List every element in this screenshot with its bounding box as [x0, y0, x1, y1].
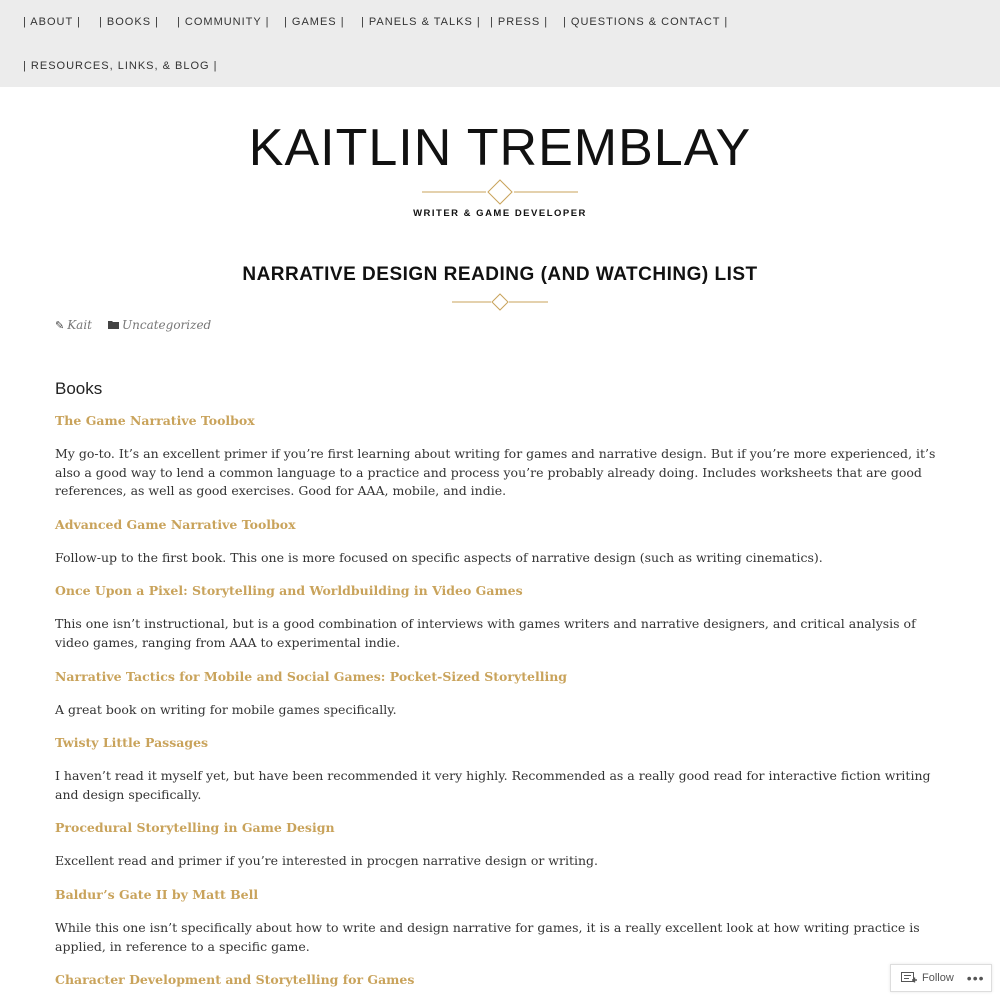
- book-description: I haven’t read it myself yet, but have been recommended it very highly. Recommended as a really good read for interactive fiction writing and design specifically.: [55, 768, 931, 802]
- top-navigation: [0, 0, 1000, 87]
- book-description: Excellent read and primer if you’re interested in procgen narrative design or writing.: [55, 853, 599, 869]
- nav-item-about[interactable]: | ABOUT |: [23, 16, 81, 28]
- post-title: NARRATIVE DESIGN READING (AND WATCHING) LIST: [242, 264, 758, 285]
- more-options-icon[interactable]: •••: [966, 970, 985, 986]
- book-description: My go-to. It’s an excellent primer if you’re first learning about writing for games and narrative design. But if you’re more experienced, it’s also a good way to lend a common language to a practice and process you’re probably already doing. Includes worksheets that are good references, as well as good exercises. Good for AAA, mobile, and indie.: [55, 446, 936, 499]
- book-link[interactable]: Procedural Storytelling in Game Design: [55, 820, 335, 836]
- book-link[interactable]: Narrative Tactics for Mobile and Social Games: Pocket-Sized Storytelling: [55, 668, 568, 684]
- book-link[interactable]: Advanced Game Narrative Toolbox: [55, 516, 296, 532]
- nav-item-panels-talks[interactable]: | PANELS & TALKS |: [361, 16, 481, 28]
- post-meta: [55, 318, 211, 332]
- post-author-link[interactable]: Kait: [67, 318, 92, 332]
- site-header: [0, 118, 1000, 219]
- book-description: A great book on writing for mobile games specifically.: [55, 701, 397, 717]
- section-heading-books: Books: [55, 379, 103, 398]
- follow-widget: [890, 964, 992, 992]
- post-category-link[interactable]: Uncategorized: [122, 318, 212, 332]
- folder-icon: [108, 319, 119, 332]
- book-link[interactable]: Character Development and Storytelling for Games: [55, 972, 415, 988]
- follow-label: Follow: [922, 972, 954, 984]
- nav-item-games[interactable]: | GAMES |: [284, 16, 345, 28]
- site-tagline: WRITER & GAME DEVELOPER: [413, 208, 587, 219]
- book-description: This one isn’t instructional, but is a good combination of interviews with games writers and narrative designers, and critical analysis of video games, ranging from AAA to experimental indie.: [55, 616, 916, 650]
- book-link[interactable]: Baldur’s Gate II by Matt Bell: [55, 886, 259, 902]
- book-link[interactable]: The Game Narrative Toolbox: [55, 413, 255, 428]
- nav-item-community[interactable]: | COMMUNITY |: [177, 16, 270, 28]
- book-description: Follow-up to the first book. This one is more focused on specific aspects of narrative design (such as writing cinematics).: [55, 549, 823, 565]
- pencil-icon: ✎: [55, 318, 65, 332]
- nav-item-books[interactable]: | BOOKS |: [99, 16, 159, 28]
- nav-item-questions-contact[interactable]: | QUESTIONS & CONTACT |: [563, 16, 729, 28]
- nav-item-press[interactable]: | PRESS |: [490, 16, 549, 28]
- follow-reader-icon: [901, 972, 917, 984]
- nav-item-resources-links-blog[interactable]: | RESOURCES, LINKS, & BLOG |: [23, 60, 218, 72]
- diamond-ornament-icon: [450, 293, 550, 311]
- book-description: While this one isn’t specifically about how to write and design narrative for games, it is a really excellent look at how writing practice is applied, in reference to a specific game.: [55, 919, 920, 954]
- book-link[interactable]: Once Upon a Pixel: Storytelling and Worldbuilding in Video Games: [55, 583, 523, 599]
- post-content: [55, 378, 945, 1000]
- site-title[interactable]: KAITLIN TREMBLAY: [248, 119, 752, 177]
- diamond-ornament-icon: [420, 178, 580, 206]
- book-link[interactable]: Twisty Little Passages: [55, 735, 209, 751]
- follow-button[interactable]: [901, 972, 954, 984]
